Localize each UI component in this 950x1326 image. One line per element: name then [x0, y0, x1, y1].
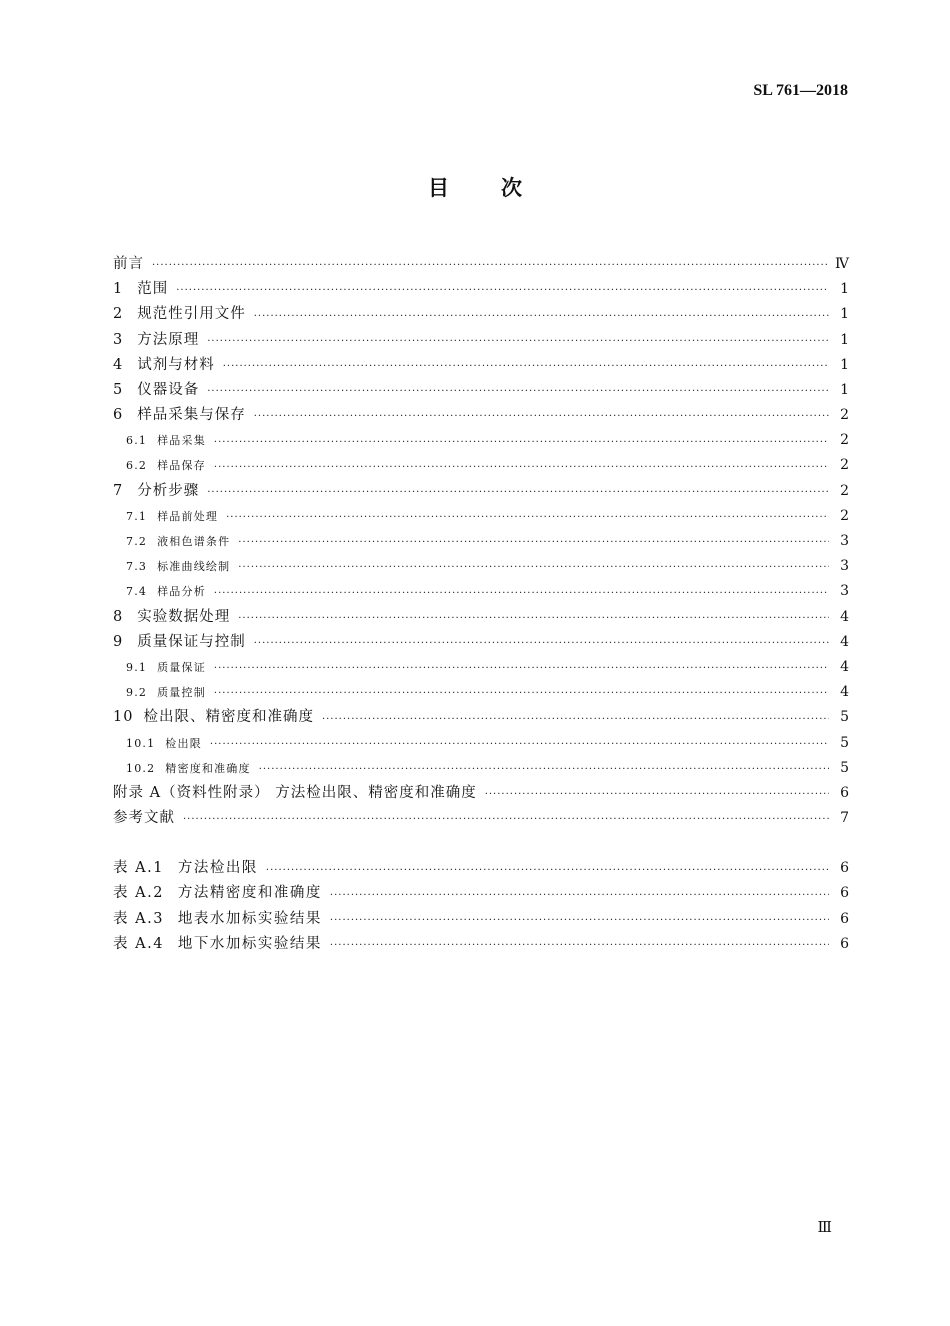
toc-entry-title: 附录 A（资料性附录） 方法检出限、精密度和准确度 [113, 784, 477, 801]
toc-entry-page: 1 [840, 281, 849, 298]
toc-entry[interactable] [113, 252, 849, 277]
dot-leader [238, 608, 829, 630]
toc-entry-title: 方法精密度和准确度 [177, 885, 322, 902]
toc-entry-number: 8 [113, 608, 124, 625]
toc-entry-page: 7 [840, 810, 849, 827]
dot-leader [214, 457, 829, 479]
toc-entry-page: 5 [840, 709, 849, 726]
toc-entry-title: 样品保存 [157, 459, 206, 473]
toc-entry[interactable] [113, 504, 849, 529]
dot-leader [183, 809, 829, 831]
dot-leader [322, 709, 829, 731]
toc-list [113, 252, 849, 831]
toc-entry-number: 7.2 [126, 535, 148, 549]
toc-entry-page: 3 [840, 558, 849, 575]
dot-leader [176, 280, 829, 302]
toc-entry-page: 4 [840, 684, 849, 701]
toc-entry-title: 样品前处理 [157, 509, 219, 523]
toc-entry[interactable] [113, 353, 849, 378]
page-number: Ⅲ [817, 1218, 832, 1236]
toc-entry-number: 表 A.2 [113, 885, 164, 902]
dot-leader [254, 633, 829, 655]
toc-entry-label [113, 605, 230, 630]
toc-entry-label [113, 252, 144, 277]
toc-entry-page: 6 [840, 784, 849, 801]
toc-entry-label [113, 806, 175, 831]
toc-entry-page: 4 [840, 608, 849, 625]
toc-entry-number: 7.1 [126, 509, 148, 523]
dot-leader [210, 734, 829, 756]
toc-entry-page: 5 [840, 734, 849, 751]
toc-entry[interactable] [113, 781, 849, 806]
toc-entry-page: 2 [840, 432, 849, 449]
toc-entry[interactable] [113, 731, 849, 756]
table-list-entry[interactable] [113, 907, 849, 932]
dot-leader [259, 759, 829, 781]
toc-entry-title: 试剂与材料 [137, 356, 215, 373]
toc-entry-page: 1 [840, 331, 849, 348]
dot-leader [254, 406, 829, 428]
toc-entry-label [113, 554, 230, 579]
toc-entry-page: 3 [840, 533, 849, 550]
toc-entry-label [113, 302, 246, 327]
toc-entry-title: 地表水加标实验结果 [177, 910, 322, 927]
dot-leader [214, 583, 829, 605]
toc-entry-page: 1 [840, 381, 849, 398]
toc-entry-label [113, 328, 199, 353]
toc-entry-title: 方法检出限 [177, 860, 258, 877]
toc-entry-page: 6 [840, 935, 849, 952]
toc-entry-number: 7.4 [126, 585, 148, 599]
toc-entry-title: 范围 [137, 281, 169, 298]
dot-leader [207, 482, 829, 504]
toc-entry[interactable] [113, 428, 849, 453]
toc-entry[interactable] [113, 806, 849, 831]
toc-entry-title: 样品分析 [157, 585, 206, 599]
dot-leader [238, 532, 829, 554]
toc-entry[interactable] [113, 630, 849, 655]
toc-entry-title: 地下水加标实验结果 [177, 935, 322, 952]
dot-leader [207, 381, 829, 403]
table-list-entry[interactable] [113, 856, 849, 881]
toc-entry[interactable] [113, 756, 849, 781]
toc-entry-number: 10.1 [126, 736, 156, 750]
toc-entry-number: 4 [113, 356, 124, 373]
toc-entry-title: 精密度和准确度 [165, 761, 251, 775]
toc-entry-title: 质量保证 [157, 660, 206, 674]
toc-entry-page: 5 [840, 759, 849, 776]
toc-entry-page: 2 [840, 407, 849, 424]
table-list-entry[interactable] [113, 932, 849, 957]
toc-entry-number: 9.2 [126, 686, 148, 700]
toc-entry[interactable] [113, 554, 849, 579]
toc-entry-page: 6 [840, 860, 849, 877]
toc-entry-page: 3 [840, 583, 849, 600]
toc-entry-page: Ⅳ [835, 255, 849, 272]
toc-entry-label [113, 579, 206, 604]
toc-entry[interactable] [113, 605, 849, 630]
dot-leader [223, 356, 829, 378]
dot-leader [207, 331, 829, 353]
toc-entry-page: 4 [840, 658, 849, 675]
toc-entry-title: 标准曲线绘制 [157, 560, 231, 574]
toc-entry-number: 2 [113, 306, 124, 323]
toc-entry-title: 样品采集与保存 [137, 407, 246, 424]
toc-entry-page: 2 [840, 457, 849, 474]
toc-entry[interactable] [113, 454, 849, 479]
toc-entry-title: 质量保证与控制 [137, 633, 246, 650]
toc-entry-label [113, 378, 199, 403]
toc-entry-page: 6 [840, 910, 849, 927]
toc-entry-label [113, 856, 258, 881]
toc-entry[interactable] [113, 479, 849, 504]
dot-leader [266, 860, 829, 882]
toc-entry[interactable] [113, 529, 849, 554]
toc-entry-number: 5 [113, 381, 124, 398]
toc-entry-page: 2 [840, 507, 849, 524]
toc-entry-label [113, 781, 477, 806]
toc-entry-number: 9 [113, 633, 124, 650]
toc-entry-label [113, 655, 206, 680]
toc-entry-label [113, 403, 246, 428]
toc-entry-label [113, 479, 199, 504]
table-list [113, 856, 849, 957]
toc-entry-number: 6 [113, 407, 124, 424]
toc-entry-title: 液相色谱条件 [157, 535, 231, 549]
toc-entry-number: 7.3 [126, 560, 148, 574]
toc-entry-label [113, 907, 322, 932]
toc-entry-title: 规范性引用文件 [137, 306, 246, 323]
dot-leader [214, 658, 829, 680]
toc-entry[interactable] [113, 302, 849, 327]
toc-entry-number: 表 A.1 [113, 860, 164, 877]
toc-entry-title: 检出限 [165, 736, 202, 750]
table-of-contents [113, 252, 849, 957]
toc-entry-label [113, 881, 322, 906]
toc-gap [113, 831, 849, 856]
toc-entry-label [113, 353, 215, 378]
toc-entry-label [113, 756, 251, 781]
toc-entry-title: 参考文献 [113, 810, 175, 827]
toc-entry-title: 方法原理 [137, 331, 200, 348]
toc-entry-page: 1 [840, 356, 849, 373]
toc-entry-label [113, 504, 218, 529]
toc-entry-label [113, 731, 202, 756]
dot-leader [152, 255, 829, 277]
toc-entry-number: 表 A.3 [113, 910, 164, 927]
toc-entry-label [113, 277, 168, 302]
toc-entry[interactable] [113, 705, 849, 730]
toc-entry-page: 4 [840, 633, 849, 650]
toc-entry-number: 6.1 [126, 434, 148, 448]
toc-entry-number: 9.1 [126, 660, 148, 674]
toc-entry-number: 1 [113, 281, 124, 298]
toc-entry-title: 实验数据处理 [137, 608, 231, 625]
dot-leader [330, 935, 829, 957]
document-code: SL 761—2018 [753, 82, 848, 99]
toc-entry-title: 检出限、精密度和准确度 [143, 709, 314, 726]
toc-entry[interactable] [113, 378, 849, 403]
toc-entry[interactable] [113, 655, 849, 680]
toc-entry[interactable] [113, 579, 849, 604]
toc-entry-label [113, 630, 246, 655]
toc-entry-label [113, 453, 206, 478]
toc-entry-label [113, 680, 206, 705]
toc-entry-number: 表 A.4 [113, 935, 164, 952]
toc-entry-number: 6.2 [126, 459, 148, 473]
toc-entry-number: 10 [113, 709, 134, 726]
dot-leader [330, 910, 829, 932]
dot-leader [254, 306, 829, 328]
dot-leader [226, 507, 829, 529]
dot-leader [330, 885, 829, 907]
toc-entry-page: 6 [840, 885, 849, 902]
toc-entry-title: 仪器设备 [137, 381, 200, 398]
toc-entry-title: 前言 [113, 255, 144, 272]
toc-entry-label [113, 705, 314, 730]
toc-entry-title: 质量控制 [157, 686, 206, 700]
dot-leader [238, 557, 829, 579]
toc-entry[interactable] [113, 403, 849, 428]
toc-entry-number: 3 [113, 331, 124, 348]
dot-leader [214, 683, 829, 705]
toc-entry-title: 样品采集 [157, 434, 206, 448]
toc-entry-title: 分析步骤 [137, 482, 200, 499]
toc-entry-label [113, 932, 322, 957]
toc-entry[interactable] [113, 328, 849, 353]
toc-entry-number: 7 [113, 482, 124, 499]
toc-entry-label [113, 428, 206, 453]
toc-entry-label [113, 529, 230, 554]
toc-entry-number: 10.2 [126, 761, 156, 775]
toc-entry[interactable] [113, 277, 849, 302]
table-list-entry[interactable] [113, 882, 849, 907]
dot-leader [485, 784, 829, 806]
toc-entry-page: 1 [840, 306, 849, 323]
page-title: 目次 [428, 176, 574, 200]
dot-leader [214, 432, 829, 454]
toc-entry-page: 2 [840, 482, 849, 499]
toc-entry[interactable] [113, 680, 849, 705]
